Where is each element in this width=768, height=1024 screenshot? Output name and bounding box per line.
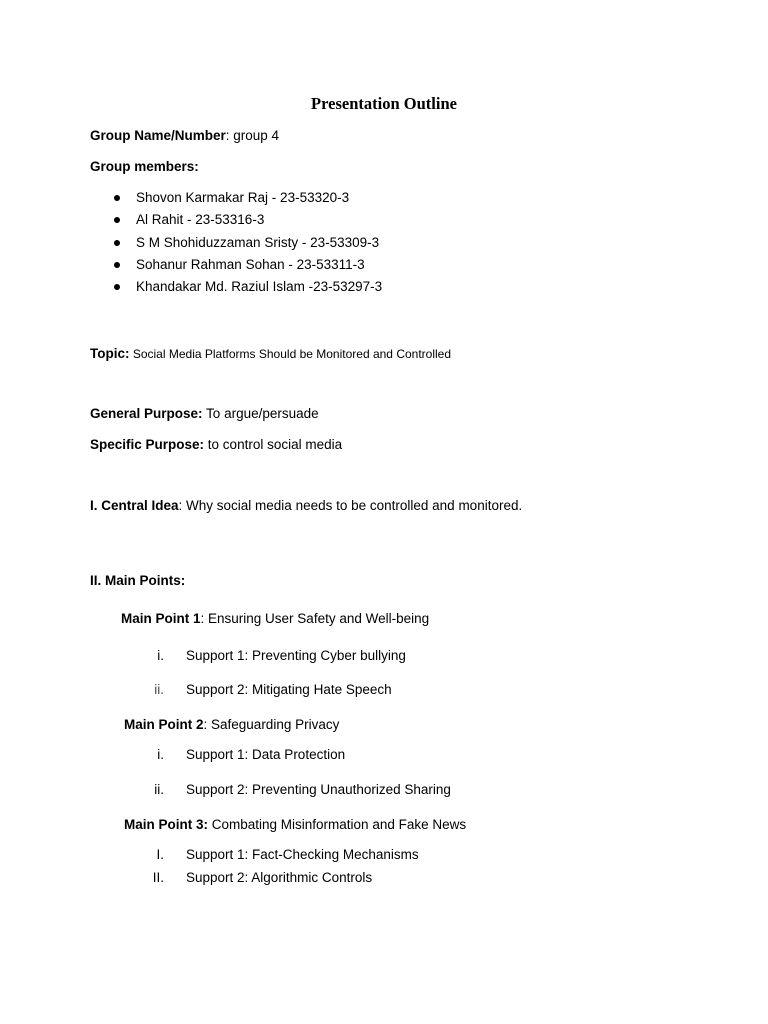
bullet-icon xyxy=(114,240,120,246)
main-point-1-label: Main Point 1 xyxy=(121,611,201,626)
member-item: Al Rahit - 23-53316-3 xyxy=(136,212,265,227)
main-point-1 xyxy=(121,610,429,628)
central-idea-line xyxy=(90,497,522,515)
group-label: Group Name/Number xyxy=(90,128,226,143)
support-item: Support 2: Algorithmic Controls xyxy=(186,870,373,885)
members-heading xyxy=(90,158,199,176)
support-number: i. xyxy=(157,747,164,762)
main-point-3-value: Combating Misinformation and Fake News xyxy=(208,817,467,832)
support-item: Support 1: Preventing Cyber bullying xyxy=(186,648,406,663)
general-purpose-label: General Purpose: xyxy=(90,406,203,421)
main-points-heading xyxy=(90,572,185,590)
topic-value: Social Media Platforms Should be Monitored and Controlled xyxy=(129,347,452,361)
central-idea-value: : Why social media needs to be controlled and monitored. xyxy=(178,498,523,513)
support-number: ii. xyxy=(154,782,164,797)
page-title: Presentation Outline xyxy=(311,94,457,113)
support-item: Support 1: Data Protection xyxy=(186,747,346,762)
general-purpose-line xyxy=(90,405,319,423)
main-point-2-value: : Safeguarding Privacy xyxy=(203,717,340,732)
bullet-icon xyxy=(114,262,120,268)
main-point-2-label: Main Point 2 xyxy=(124,717,204,732)
bullet-icon xyxy=(114,284,120,290)
member-item: Khandakar Md. Raziul Islam -23-53297-3 xyxy=(136,279,383,294)
group-value: : group 4 xyxy=(225,128,280,143)
bullet-icon xyxy=(114,195,120,201)
general-purpose-value: To argue/persuade xyxy=(202,406,319,421)
support-number: I. xyxy=(156,847,164,862)
member-item: Sohanur Rahman Sohan - 23-53311-3 xyxy=(136,257,365,272)
support-item: Support 2: Mitigating Hate Speech xyxy=(186,682,392,697)
main-points-label: II. Main Points: xyxy=(90,573,186,588)
support-item: Support 1: Fact-Checking Mechanisms xyxy=(186,847,419,862)
members-label: Group members: xyxy=(90,159,199,174)
central-idea-label: I. Central Idea xyxy=(90,498,179,513)
specific-purpose-value: to control social media xyxy=(204,437,343,452)
bullet-icon xyxy=(114,217,120,223)
specific-purpose-label: Specific Purpose: xyxy=(90,437,205,452)
main-point-3 xyxy=(124,816,466,834)
main-point-2 xyxy=(124,716,339,734)
support-number: II. xyxy=(152,870,164,885)
member-item: Shovon Karmakar Raj - 23-53320-3 xyxy=(136,190,350,205)
topic-label: Topic: xyxy=(90,346,130,361)
support-number: ii. xyxy=(154,682,164,697)
main-point-3-label: Main Point 3: xyxy=(124,817,208,832)
member-item: S M Shohiduzzaman Sristy - 23-53309-3 xyxy=(136,235,380,250)
topic-line xyxy=(90,345,451,363)
specific-purpose-line xyxy=(90,436,342,454)
support-item: Support 2: Preventing Unauthorized Sharing xyxy=(186,782,451,797)
main-point-1-value: : Ensuring User Safety and Well-being xyxy=(200,611,430,626)
group-line xyxy=(90,127,279,145)
support-number: i. xyxy=(157,648,164,663)
